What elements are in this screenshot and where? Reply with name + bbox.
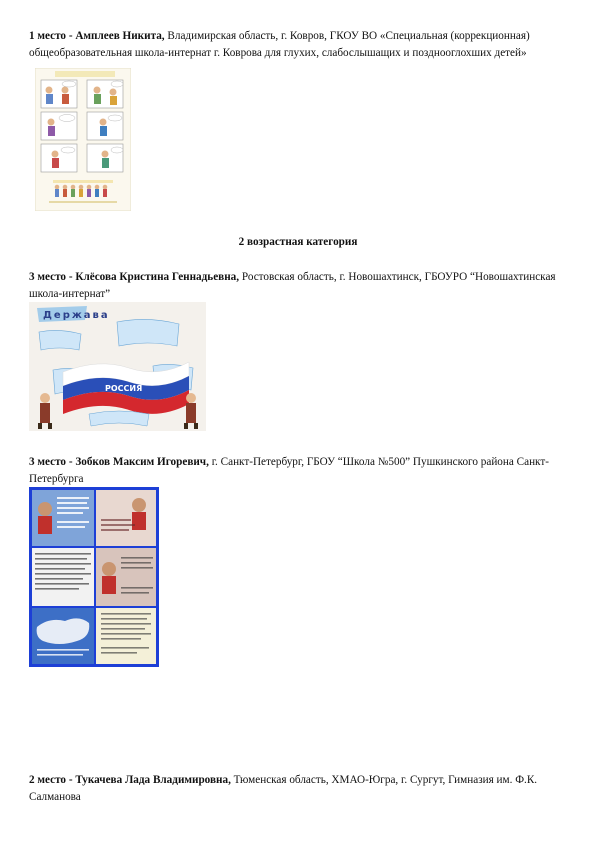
poster-title: Держава: [43, 310, 110, 321]
entry-1-details: Владимирская область, г. Ковров, ГКОУ ВО «Специальная (коррекционная) общеобразовательная школа-интернат г. Коврова для глухих, слабослышащих и позднооглохших детей»: [29, 30, 530, 59]
entry-1-poster-image: [35, 68, 131, 211]
entry-3-text: [29, 454, 574, 488]
entry-3-place: 3 место - Зобков Максим Игоревич,: [29, 456, 209, 468]
entry-2-text: [29, 269, 574, 303]
entry-3-collage-image: [29, 487, 159, 667]
entry-4-text: [29, 772, 574, 806]
entry-2-poster-image: [29, 302, 206, 431]
entry-2-place: 3 место - Клёсова Кристина Геннадьевна,: [29, 271, 240, 283]
age-category-heading: 2 возрастная категория: [238, 236, 358, 248]
entry-4-place: 2 место - Тукачева Лада Владимировна,: [29, 774, 231, 786]
entry-1-place: 1 место - Амплеев Никита,: [29, 30, 165, 42]
entry-3-details: г. Санкт-Петербург, ГБОУ “Школа №500” Пушкинского района Санкт-Петербурга: [29, 456, 549, 485]
poster-center-label: РОССИЯ: [105, 384, 143, 393]
entry-2-details: Ростовская область, г. Новошахтинск, ГБОУРО “Новошахтинская школа-интернат”: [29, 271, 556, 300]
entry-4-details: Тюменская область, ХМАО-Югра, г. Сургут, Гимназия им. Ф.К. Салманова: [29, 774, 538, 803]
entry-1-text: [29, 28, 574, 62]
